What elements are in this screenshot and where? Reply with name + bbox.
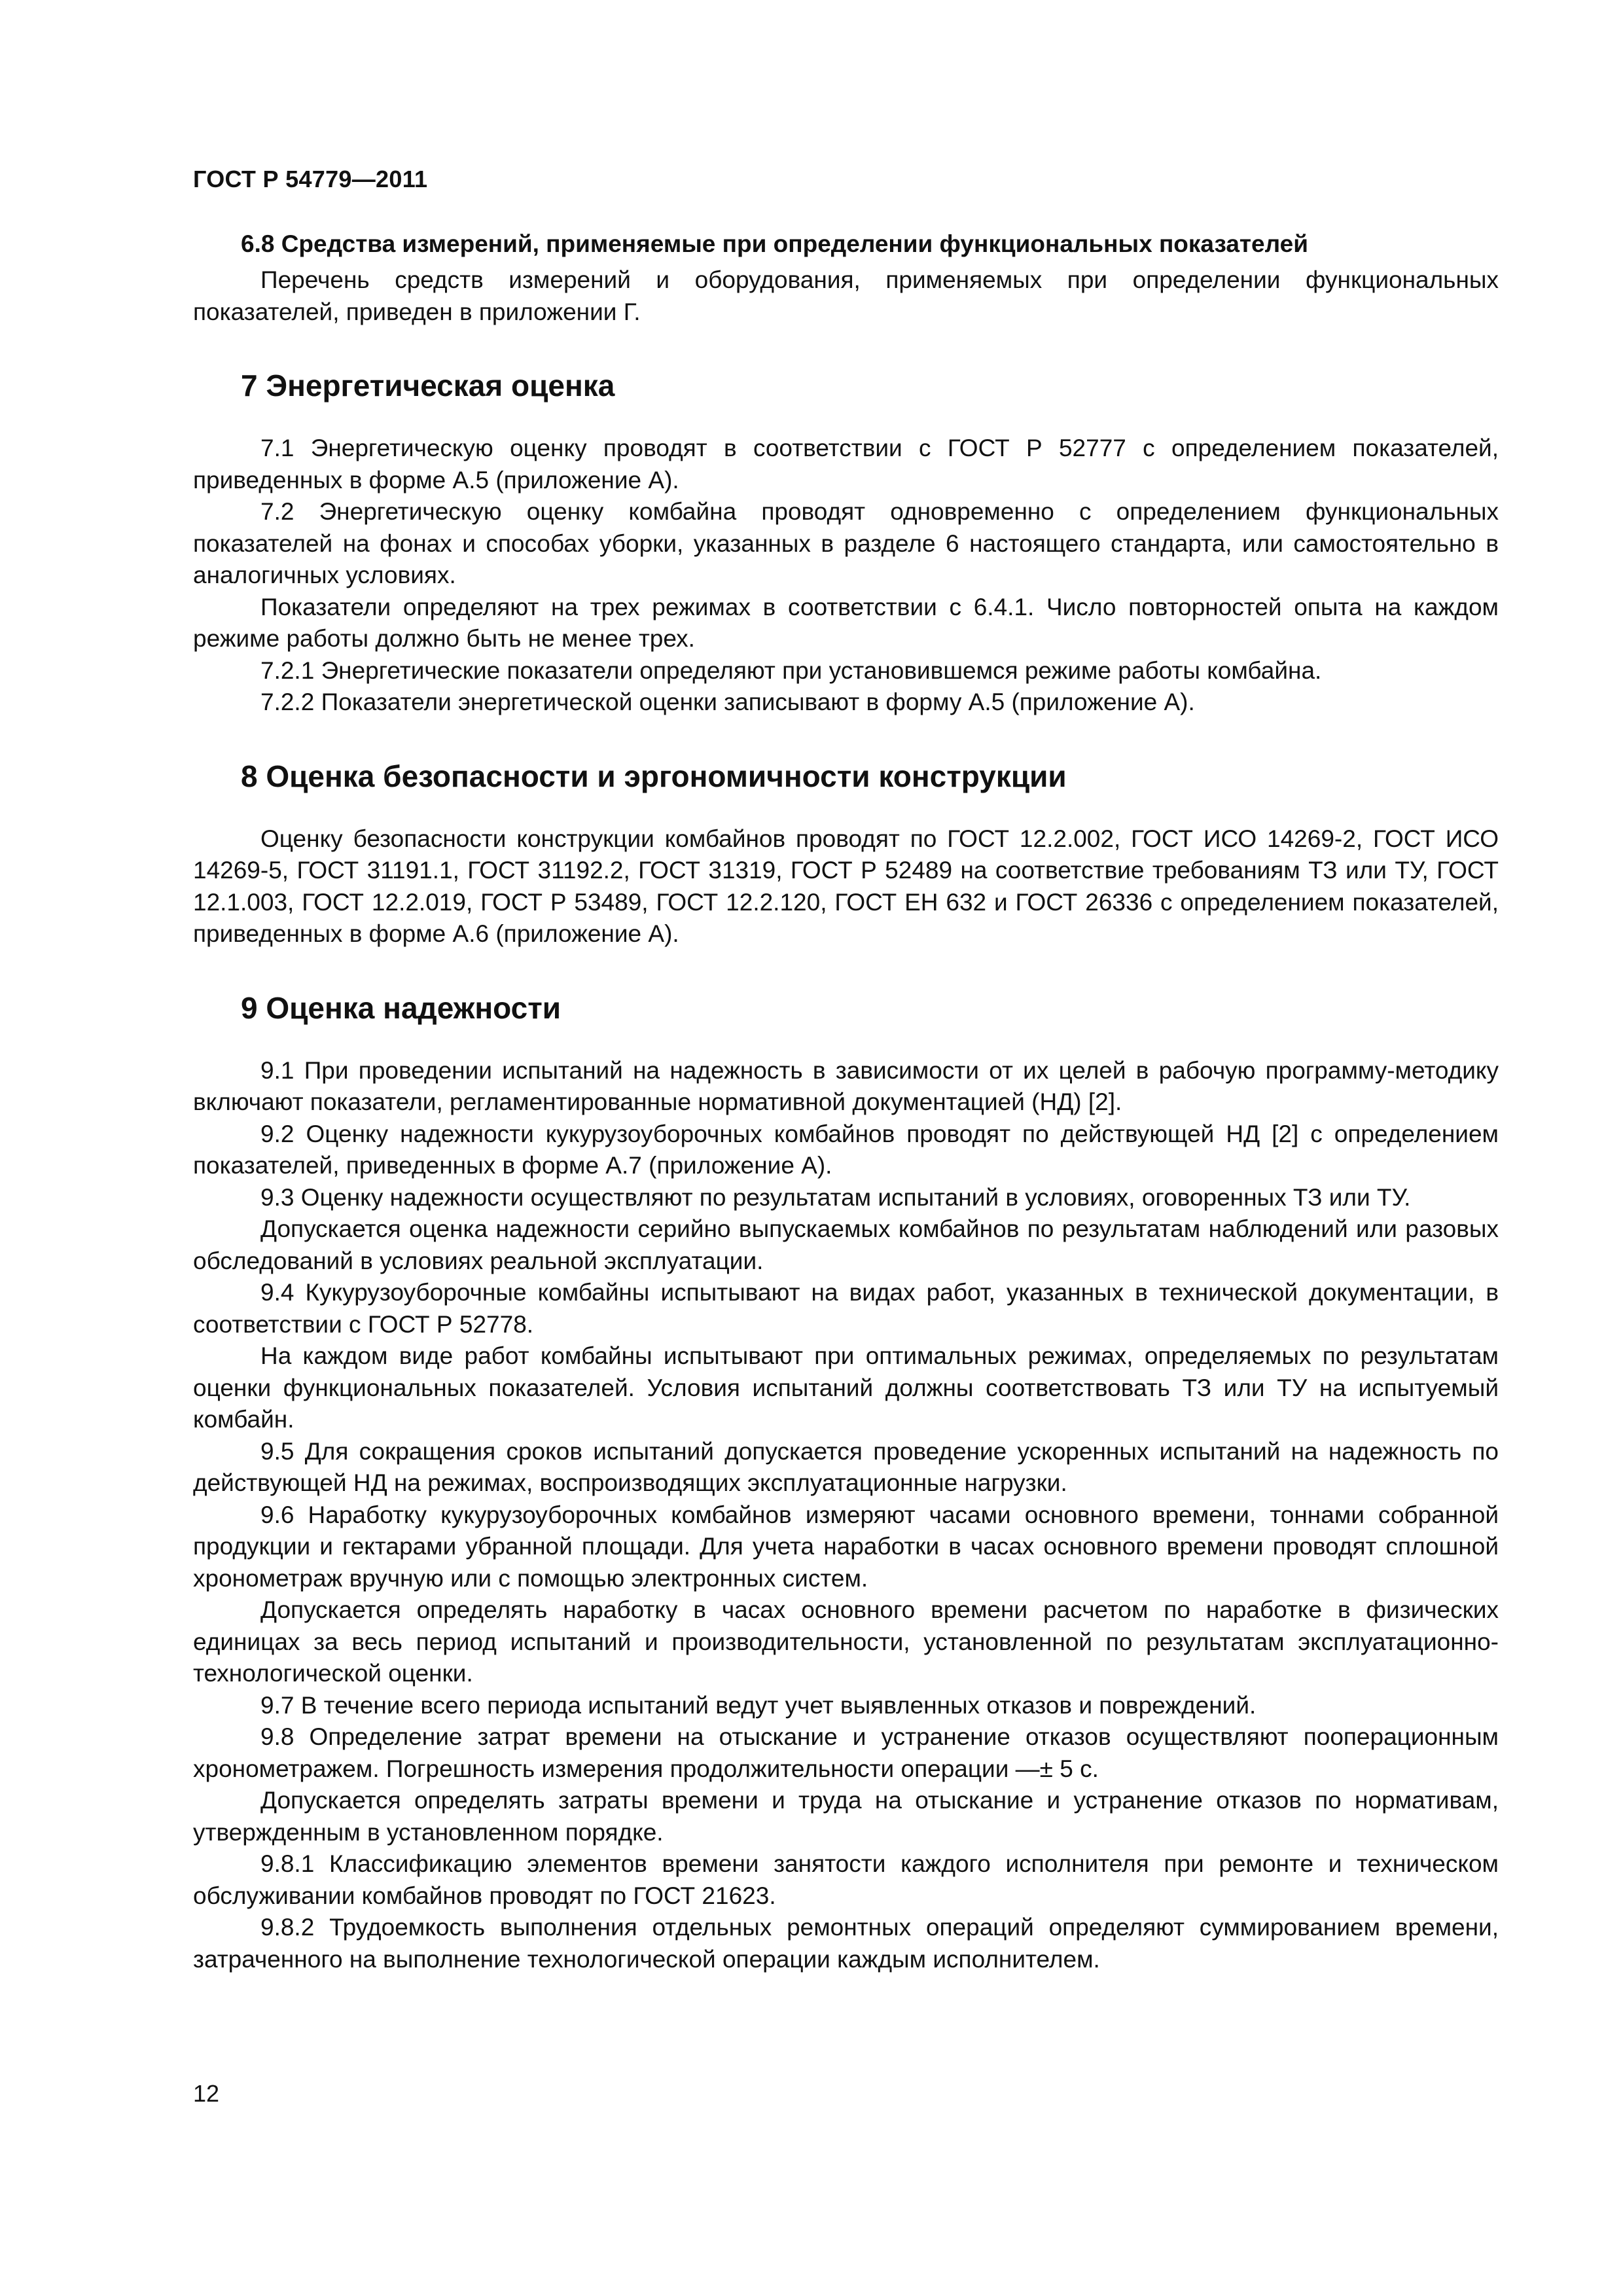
page-number: 12 (193, 2080, 220, 2107)
paragraph: 9.2 Оценку надежности кукурузоуборочных комбайнов проводят по действующей НД [2] с определением показателей, приведенных в форме А.7 (приложение А). (193, 1120, 1499, 1179)
section-7 (193, 366, 1499, 719)
paragraph: 7.1 Энергетическую оценку проводят в соответствии с ГОСТ Р 52777 с определением показателей, приведенных в форме А.5 (приложение А). (193, 435, 1499, 493)
paragraph: 9.8 Определение затрат времени на отыскание и устранение отказов осуществляют пооперационным хронометражем. Погрешность измерения продолжительности операции —± 5 с. (193, 1723, 1499, 1782)
subsection-title: 6.8 Средства измерений, применяемые при определении функциональных показателей (241, 230, 1308, 257)
section-title: 9 Оценка надежности (241, 990, 561, 1025)
section-title: 7 Энергетическая оценка (241, 368, 615, 403)
paragraph: 9.8.2 Трудоемкость выполнения отдельных ремонтных операций определяют суммированием времени, затраченного на выполнение технологической операции каждым исполнителем. (193, 1914, 1499, 1973)
paragraph: 7.2 Энергетическую оценку комбайна проводят одновременно с определением функциональных показателей на фонах и способах уборки, указанных в разделе 6 настоящего стандарта, или самостоятельно в аналогичных условиях. (193, 498, 1499, 588)
section-title: 8 Оценка безопасности и эргономичности конструкции (241, 759, 1067, 793)
paragraph: 9.7 В течение всего периода испытаний ведут учет выявленных отказов и повреждений. (260, 1691, 1257, 1719)
paragraph: 7.2.2 Показатели энергетической оценки записывают в форму А.5 (приложение А). (260, 689, 1195, 715)
paragraph: 9.8.1 Классификацию элементов времени занятости каждого исполнителя при ремонте и техническом обслуживании комбайнов проводят по ГОСТ 21623. (193, 1850, 1499, 1909)
paragraph: 9.5 Для сокращения сроков испытаний допускается проведение ускоренных испытаний на надежность по действующей НД на режимах, воспроизводящих эксплуатационные нагрузки. (193, 1437, 1499, 1496)
paragraph: 9.6 Наработку кукурузоуборочных комбайнов измеряют часами основного времени, тоннами собранной продукции и гектарами убранной площади. Для учета наработки в часах основного времени проводят сплошной хронометраж вручную или с помощью электронных систем. (193, 1501, 1499, 1592)
subsection-6-8 (193, 226, 1499, 328)
paragraph: 9.1 При проведении испытаний на надежность в зависимости от их целей в рабочую программу-методику включают показатели, регламентированные нормативной документацией (НД) [2]. (193, 1056, 1499, 1115)
paragraph: 9.4 Кукурузоуборочные комбайны испытывают на видах работ, указанных в технической документации, в соответствии с ГОСТ Р 52778. (193, 1279, 1499, 1338)
document-page (193, 0, 1499, 2296)
paragraph: Допускается определять затраты времени и труда на отыскание и устранение отказов по нормативам, утвержденным в установленном порядке. (193, 1787, 1499, 1846)
paragraph: Допускается определять наработку в часах основного времени расчетом по наработке в физических единицах за весь период испытаний и производительности, установленной по результатам эксплуатационно-технологической оценки. (193, 1596, 1499, 1687)
paragraph: Допускается оценка надежности серийно выпускаемых комбайнов по результатам наблюдений или разовых обследований в условиях реальной эксплуатации. (193, 1215, 1499, 1274)
paragraph: Оценку безопасности конструкции комбайнов проводят по ГОСТ 12.2.002, ГОСТ ИСО 14269-2, ГОСТ ИСО 14269-5, ГОСТ 31191.1, ГОСТ 31192.2, ГОСТ 31319, ГОСТ Р 52489 на соответствие требованиям ТЗ или ТУ, ГОСТ 12.1.003, ГОСТ 12.2.019, ГОСТ Р 53489, ГОСТ 12.2.120, ГОСТ ЕН 632 и ГОСТ 26336 с определением показателей, приведенных в форме А.6 (приложение А). (193, 825, 1499, 947)
section-8 (193, 757, 1499, 950)
section-9 (193, 988, 1499, 1976)
paragraph: Перечень средств измерений и оборудования, применяемых при определении функциональных показателей, приведен в приложении Г. (193, 266, 1499, 325)
paragraph: 9.3 Оценку надежности осуществляют по результатам испытаний в условиях, оговоренных ТЗ или ТУ. (260, 1183, 1411, 1211)
document-header: ГОСТ Р 54779—2011 (193, 166, 428, 192)
paragraph: 7.2.1 Энергетические показатели определяют при установившемся режиме работы комбайна. (260, 656, 1322, 684)
paragraph: На каждом виде работ комбайны испытывают при оптимальных режимах, определяемых по результатам оценки функциональных показателей. Условия испытаний должны соответствовать ТЗ или ТУ на испытуемый комбайн. (193, 1342, 1499, 1433)
document-body (193, 226, 1499, 1975)
paragraph: Показатели определяют на трех режимах в соответствии с 6.4.1. Число повторностей опыта на каждом режиме работы должно быть не менее трех. (193, 593, 1499, 652)
